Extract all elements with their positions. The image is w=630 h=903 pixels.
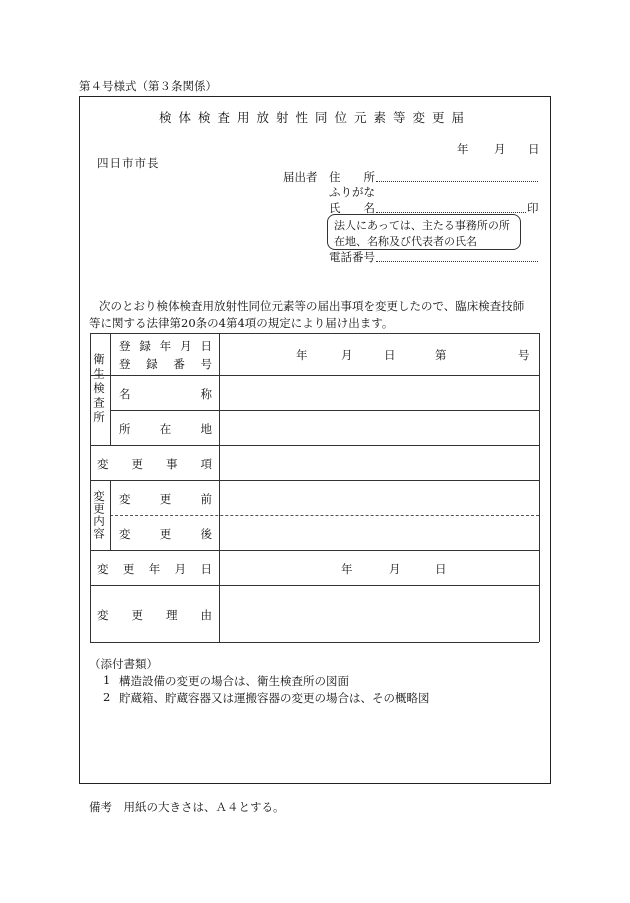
before-field[interactable] [222, 483, 536, 513]
change-reason-field[interactable] [222, 588, 536, 640]
reg-day: 日 [384, 348, 396, 362]
address-label: 住 所 [329, 170, 375, 184]
date-year: 年 [457, 142, 469, 156]
remark: 備考 用紙の大きさは、Ａ４とする。 [89, 800, 285, 814]
applicant-label: 届出者 [283, 170, 318, 184]
before-label: 変更前 [119, 492, 212, 506]
reg-dai: 第 [435, 348, 447, 362]
attachment-2-text: 貯蔵箱、貯蔵容器又は運搬容器の変更の場合は、その概略図 [119, 691, 430, 705]
date-day: 日 [528, 142, 540, 156]
address-field[interactable] [376, 181, 538, 182]
date-month: 月 [494, 142, 506, 156]
phone-label: 電話番号 [329, 250, 375, 264]
facility-location-label: 所在地 [119, 422, 212, 436]
facility-name-field[interactable] [222, 378, 536, 408]
form-title: 検体検査用放射性同位元素等変更届 [158, 110, 471, 125]
body-text-line1: 次のとおり検体検査用放射性同位元素等の届出事項を変更したので、臨床検査技師 [99, 299, 525, 313]
reg-year: 年 [296, 348, 308, 362]
attachment-1-text: 構造設備の変更の場合は、衛生検査所の図面 [119, 674, 349, 688]
seal-mark: 印 [527, 201, 539, 215]
attachment-1-num: 1 [103, 673, 111, 687]
name-field[interactable] [376, 212, 526, 213]
group-change-content-label: 変更内容 [92, 490, 106, 540]
corp-note-line1: 法人にあっては、主たる事務所の所 [334, 219, 510, 232]
reg-number-label: 登録番号 [119, 357, 212, 371]
after-field[interactable] [222, 518, 536, 548]
change-year: 年 [341, 562, 353, 576]
attachments-heading: （添付書類） [89, 657, 158, 671]
facility-location-field[interactable] [222, 413, 536, 443]
addressee: 四日市市長 [97, 156, 160, 170]
change-item-label: 変更事項 [97, 457, 212, 471]
facility-name-label: 名称 [119, 387, 212, 401]
change-day: 日 [435, 562, 447, 576]
change-date-label: 変更年月日 [97, 562, 212, 576]
change-reason-label: 変更理由 [97, 608, 212, 622]
phone-field[interactable] [376, 261, 538, 262]
reg-month: 月 [341, 348, 353, 362]
corp-note-line2: 在地、名称及び代表者の氏名 [334, 235, 477, 248]
change-month: 月 [389, 562, 401, 576]
change-item-field[interactable] [222, 448, 536, 478]
body-text-line2: 等に関する法律第20条の4第4項の規定により届け出ます。 [89, 316, 394, 330]
reg-date-label: 登録年月日 [119, 339, 212, 353]
name-label: 氏 名 [329, 201, 375, 215]
form-number: 第４号様式（第３条関係） [79, 79, 217, 93]
furigana-label: ふりがな [329, 185, 375, 199]
after-label: 変更後 [119, 527, 212, 541]
reg-go: 号 [518, 348, 530, 362]
group-hygiene-lab-label: 衛生検査所 [92, 352, 106, 426]
attachment-2-num: 2 [103, 690, 111, 704]
